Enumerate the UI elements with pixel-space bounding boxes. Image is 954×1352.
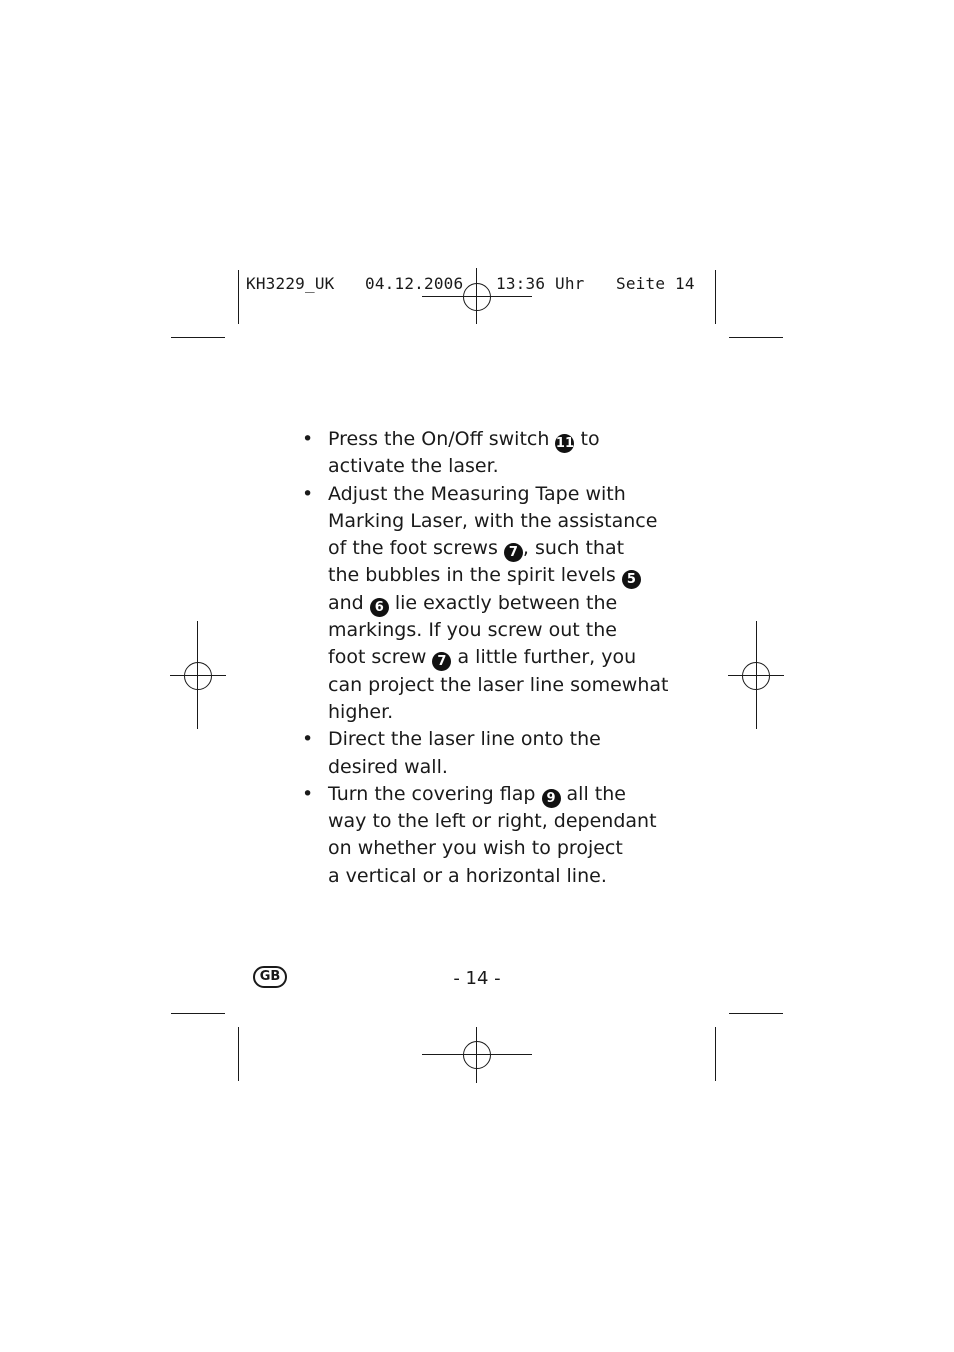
list-item bbox=[300, 426, 672, 481]
text-line bbox=[328, 535, 672, 562]
text-segment: , such that bbox=[522, 537, 625, 560]
text-segment: Turn the covering flap bbox=[328, 782, 542, 805]
slug-date: 04.12.2006 bbox=[365, 274, 464, 293]
text-line bbox=[328, 726, 672, 753]
text-segment: a vertical or a horizontal line. bbox=[328, 864, 607, 887]
text-segment: can project the laser line somewhat bbox=[328, 673, 669, 696]
text-segment: Press the On/Off switch bbox=[328, 428, 556, 450]
text-line bbox=[328, 426, 672, 453]
page-number: - 14 - bbox=[453, 968, 501, 989]
text-segment: a little further, you bbox=[451, 646, 637, 669]
language-badge: GB bbox=[253, 966, 287, 988]
text-segment: foot screw bbox=[328, 646, 433, 669]
slug-file: KH3229_UK bbox=[246, 274, 335, 293]
text-line bbox=[328, 617, 672, 644]
list-item bbox=[300, 781, 672, 890]
text-line bbox=[328, 644, 672, 671]
text-segment: the bubbles in the spirit levels bbox=[328, 564, 622, 587]
text-segment: on whether you wish to project bbox=[328, 837, 623, 860]
list-item bbox=[300, 726, 672, 781]
text-segment: higher. bbox=[328, 700, 394, 723]
text-segment: desired wall. bbox=[328, 755, 448, 778]
text-segment: of the foot screws bbox=[328, 537, 504, 560]
instruction-list bbox=[300, 426, 672, 890]
text-line bbox=[328, 590, 672, 617]
text-segment: way to the left or right, dependant bbox=[328, 810, 657, 833]
text-line bbox=[328, 699, 672, 726]
text-segment: to bbox=[574, 428, 600, 450]
text-line bbox=[328, 754, 672, 781]
text-line bbox=[328, 781, 672, 808]
text-line bbox=[328, 672, 672, 699]
text-segment: and bbox=[328, 591, 370, 614]
text-segment: lie exactly between the bbox=[388, 591, 618, 614]
text-segment: Adjust the Measuring Tape with bbox=[328, 482, 626, 505]
text-segment: all the bbox=[560, 782, 626, 805]
text-segment: markings. If you screw out the bbox=[328, 619, 617, 642]
text-segment: Direct the laser line onto the bbox=[328, 728, 601, 751]
text-line bbox=[328, 508, 672, 535]
slug-time: 13:36 Uhr bbox=[496, 274, 585, 293]
part-number-badge: 9 bbox=[542, 789, 561, 808]
part-number-badge: 6 bbox=[370, 598, 389, 617]
text-segment: activate the laser. bbox=[328, 455, 499, 478]
text-line bbox=[328, 562, 672, 589]
text-segment: Marking Laser, with the assistance bbox=[328, 509, 658, 532]
part-number-badge: 5 bbox=[622, 570, 641, 589]
print-slug-line bbox=[246, 274, 695, 369]
text-line bbox=[328, 481, 672, 508]
part-number-badge: 7 bbox=[432, 652, 451, 671]
slug-page: Seite 14 bbox=[616, 274, 695, 293]
text-line bbox=[328, 835, 672, 862]
part-number-badge: 7 bbox=[504, 543, 523, 562]
text-line bbox=[328, 453, 672, 480]
list-item bbox=[300, 481, 672, 727]
text-line bbox=[328, 808, 672, 835]
part-number-badge: 11 bbox=[555, 436, 574, 451]
text-line bbox=[328, 863, 672, 890]
